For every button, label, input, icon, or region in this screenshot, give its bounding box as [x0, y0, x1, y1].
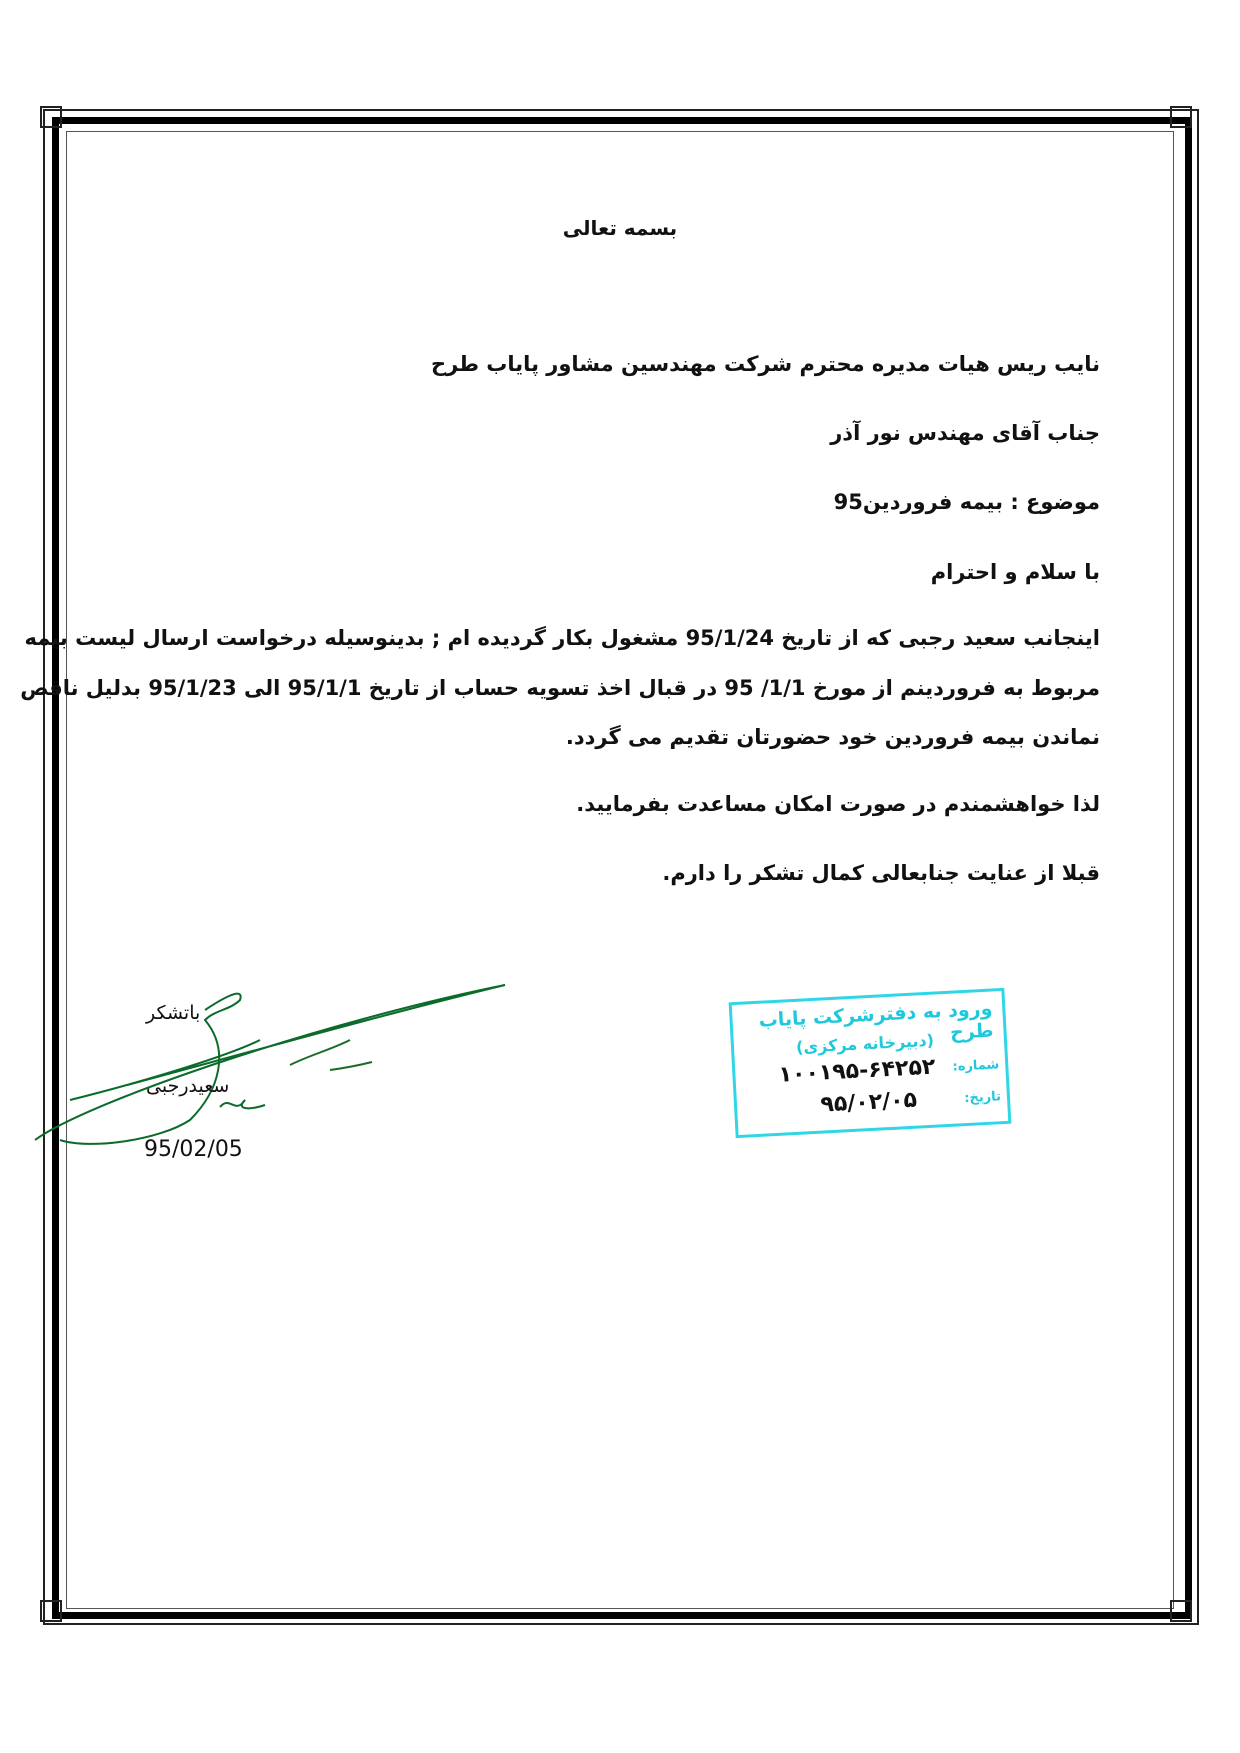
border-corner — [1170, 106, 1192, 128]
stamp-title: ورود به دفترشرکت پایاب طرح — [758, 997, 995, 1044]
recipient-name: جناب آقای مهندس نور آذر — [830, 421, 1100, 445]
greeting: با سلام و احترام — [930, 560, 1100, 584]
stamp-number-value: ۱۰۰۱۹۵-۶۴۲۵۲ — [778, 1054, 936, 1088]
stamp-date-value: ۹۵/۰۲/۰۵ — [819, 1087, 918, 1118]
body-line: نماندن بیمه فروردین خود حضورتان تقدیم می گردد. — [565, 725, 1100, 749]
registration-stamp — [729, 988, 1012, 1138]
letter-heading: بسمه تعالی — [562, 216, 678, 240]
recipient-title: نایب ریس هیات مدیره محترم شرکت مهندسین مشاور پایاب طرح — [431, 352, 1100, 376]
body-line: مربوط به فروردینم از مورخ 1/1/ 95 در قبال اخذ تسویه حساب از تاریخ 95/1/1 الی 95/1/23 بدلیل ناقص — [20, 676, 1100, 700]
border-corner — [40, 106, 62, 128]
signer-name: سعیدرجبی — [146, 1075, 230, 1097]
subject-line: موضوع : بیمه فروردین95 — [833, 490, 1100, 514]
stamp-number-label: شماره: — [952, 1057, 1000, 1075]
signature-date: 95/02/05 — [144, 1137, 243, 1162]
closing-text: باتشکر — [146, 1002, 201, 1024]
handwritten-signature — [30, 980, 530, 1180]
thanks-line: قبلا از عنایت جنابعالی کمال تشکر را دارم. — [662, 861, 1100, 885]
body-line: اینجانب سعید رجبی که از تاریخ 95/1/24 مشغول بکار گردیده ام ; بدینوسیله درخواست ارسال لیست بیمه — [24, 626, 1100, 650]
stamp-subtitle: (دبیرخانه مرکزی) — [795, 1030, 935, 1057]
border-corner — [40, 1600, 62, 1622]
stamp-date-label: تاریخ: — [963, 1089, 1002, 1107]
border-corner — [1170, 1600, 1192, 1622]
request-line: لذا خواهشمندم در صورت امکان مساعدت بفرمایید. — [576, 792, 1100, 816]
